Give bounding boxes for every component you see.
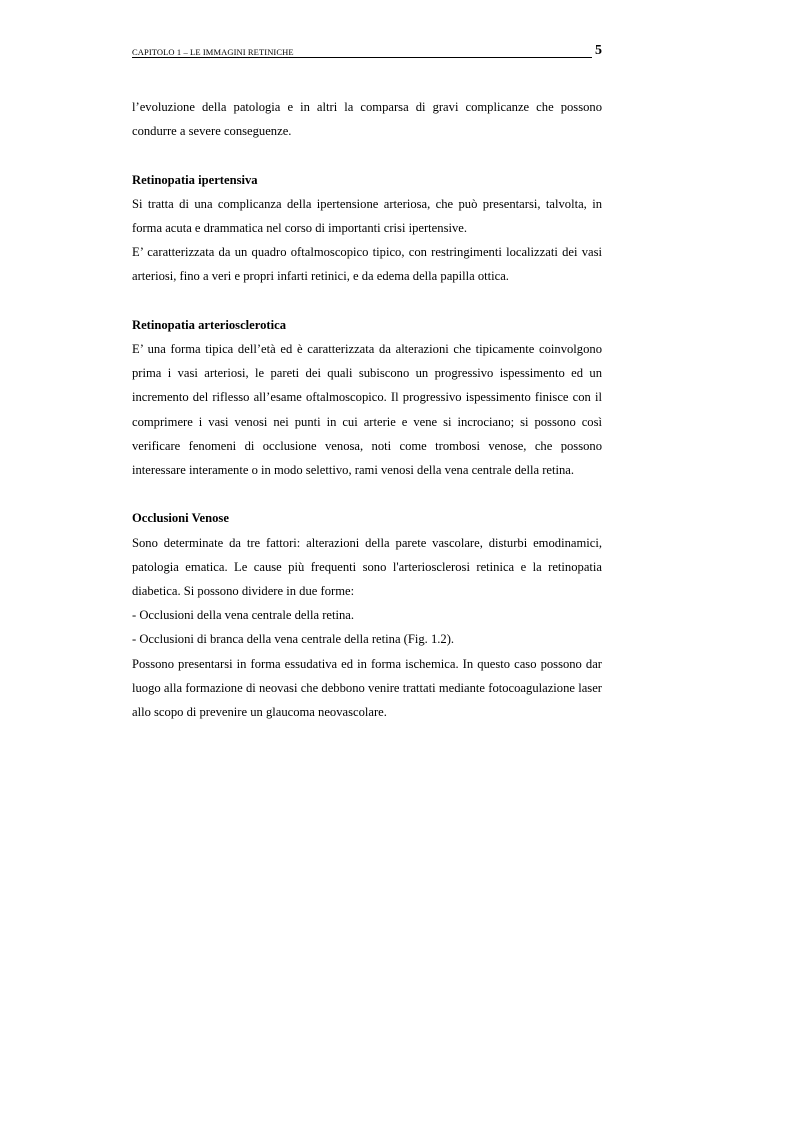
intro-paragraph: l’evoluzione della patologia e in altri la comparsa di gravi complicanze che possono condurre a severe conseguenze. <box>132 100 602 139</box>
list-item: - Occlusioni della vena centrale della retina. <box>132 608 355 623</box>
section-title-occlusioni-venose: Occlusioni Venose <box>132 511 229 526</box>
section-title-retinopatia-arteriosclerotica: Retinopatia arteriosclerotica <box>132 317 286 332</box>
section-spacer <box>132 289 602 313</box>
paragraph: Possono presentarsi in forma essudativa ed in forma ischemica. In questo caso possono dar luogo alla formazione di neovasi che debbono venire trattati mediante fotocoagulazione laser allo scopo di prevenire un glaucoma neovascolare. <box>132 656 602 720</box>
paragraph: E’ caratterizzata da un quadro oftalmoscopico tipico, con restringimenti localizzati dei vasi arteriosi, fino a veri e propri infarti retinici, e da edema della papilla ottica. <box>132 245 602 284</box>
running-header <box>132 40 602 58</box>
paragraph: Si tratta di una complicanza della ipertensione arteriosa, che può presentarsi, talvolta, in forma acuta e drammatica nel corso di importanti crisi ipertensive. <box>132 196 602 235</box>
section-spacer <box>132 482 602 506</box>
page-number: 5 <box>595 43 602 58</box>
paragraph: E’ una forma tipica dell’età ed è caratterizzata da alterazioni che tipicamente coinvolgono prima i vasi arteriosi, le pareti dei quali subiscono un progressivo ispessimento ed un incremento del riflesso all’esame oftalmoscopico. Il progressivo ispessimento finisce con il comprimere i vasi venosi nei punti in cui arterie e vene si incrociano; si possono così verificare fenomeni di occlusione venosa, noti come trombosi venose, che possono interessare interamente o in modo selettivo, rami venosi della vena centrale della retina. <box>132 342 602 478</box>
body-text <box>132 95 602 724</box>
chapter-title: CAPITOLO 1 – LE IMMAGINI RETINICHE <box>132 47 294 57</box>
section-spacer <box>132 143 602 167</box>
list-item: - Occlusioni di branca della vena centrale della retina (Fig. 1.2). <box>132 632 455 647</box>
paragraph: Sono determinate da tre fattori: alterazioni della parete vascolare, disturbi emodinamici, patologia ematica. Le cause più frequenti sono l'arteriosclerosi retinica e la retinopatia diabetica. Si possono dividere in due forme: <box>132 535 602 599</box>
header-rule <box>132 57 592 58</box>
section-title-retinopatia-ipertensiva: Retinopatia ipertensiva <box>132 172 258 187</box>
